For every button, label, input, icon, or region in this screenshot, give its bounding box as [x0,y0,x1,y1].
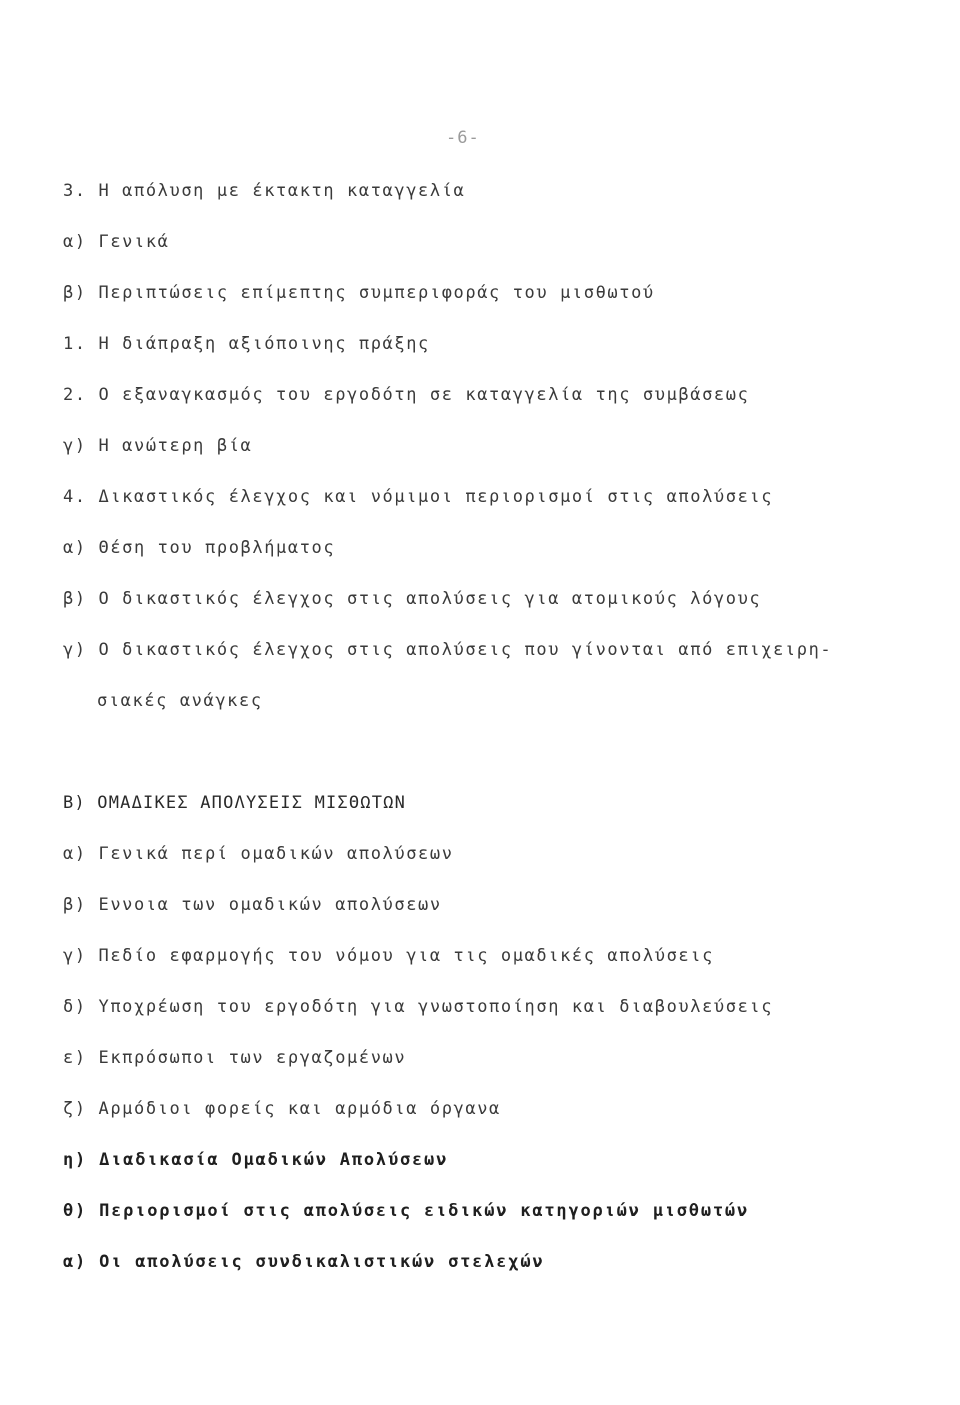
toc-line: ε) Εκπρόσωποι των εργαζομένων [63,1048,407,1068]
toc-line: α) Γενικά περί ομαδικών απολύσεων [63,844,454,864]
toc-line: θ) Περιορισμοί στις απολύσεις ειδικών κατηγοριών μισθωτών [63,1201,749,1221]
toc-line: α) Θέση του προβλήματος [63,538,336,558]
toc-line: β) Περιπτώσεις επίμεπτης συμπεριφοράς του μισθωτού [63,283,655,303]
page-number: -6- [446,128,480,148]
section-heading: Β) ΟΜΑΔΙΚΕΣ ΑΠΟΛΥΣΕΙΣ ΜΙΣΘΩΤΩΝ [63,793,407,813]
toc-line: 3. Η απόλυση με έκτακτη καταγγελία [63,181,466,201]
toc-line: α) Γενικά [63,232,170,252]
toc-line: η) Διαδικασία Ομαδικών Απολύσεων [63,1150,449,1170]
toc-line: 2. Ο εξαναγκασμός του εργοδότη σε καταγγελία της συμβάσεως [63,385,750,405]
toc-line: 1. Η διάπραξη αξιόποινης πράξης [63,334,430,354]
toc-line-continuation: σιακές ανάγκες [97,691,263,711]
toc-line: α) Οι απολύσεις συνδικαλιστικών στελεχών [63,1252,545,1272]
toc-line: γ) Ο δικαστικός έλεγχος στις απολύσεις που γίνονται από επιχειρη- [63,640,833,660]
toc-line: γ) Πεδίο εφαρμογής του νόμου για τις ομαδικές απολύσεις [63,946,714,966]
toc-line: δ) Υποχρέωση του εργοδότη για γνωστοποίηση και διαβουλεύσεις [63,997,774,1017]
toc-line: β) Ο δικαστικός έλεγχος στις απολύσεις για ατομικούς λόγους [63,589,762,609]
toc-line: γ) Η ανώτερη βία [63,436,253,456]
toc-line: ζ) Αρμόδιοι φορείς και αρμόδια όργανα [63,1099,501,1119]
toc-line: β) Εννοια των ομαδικών απολύσεων [63,895,442,915]
toc-line: 4. Δικαστικός έλεγχος και νόμιμοι περιορισμοί στις απολύσεις [63,487,774,507]
